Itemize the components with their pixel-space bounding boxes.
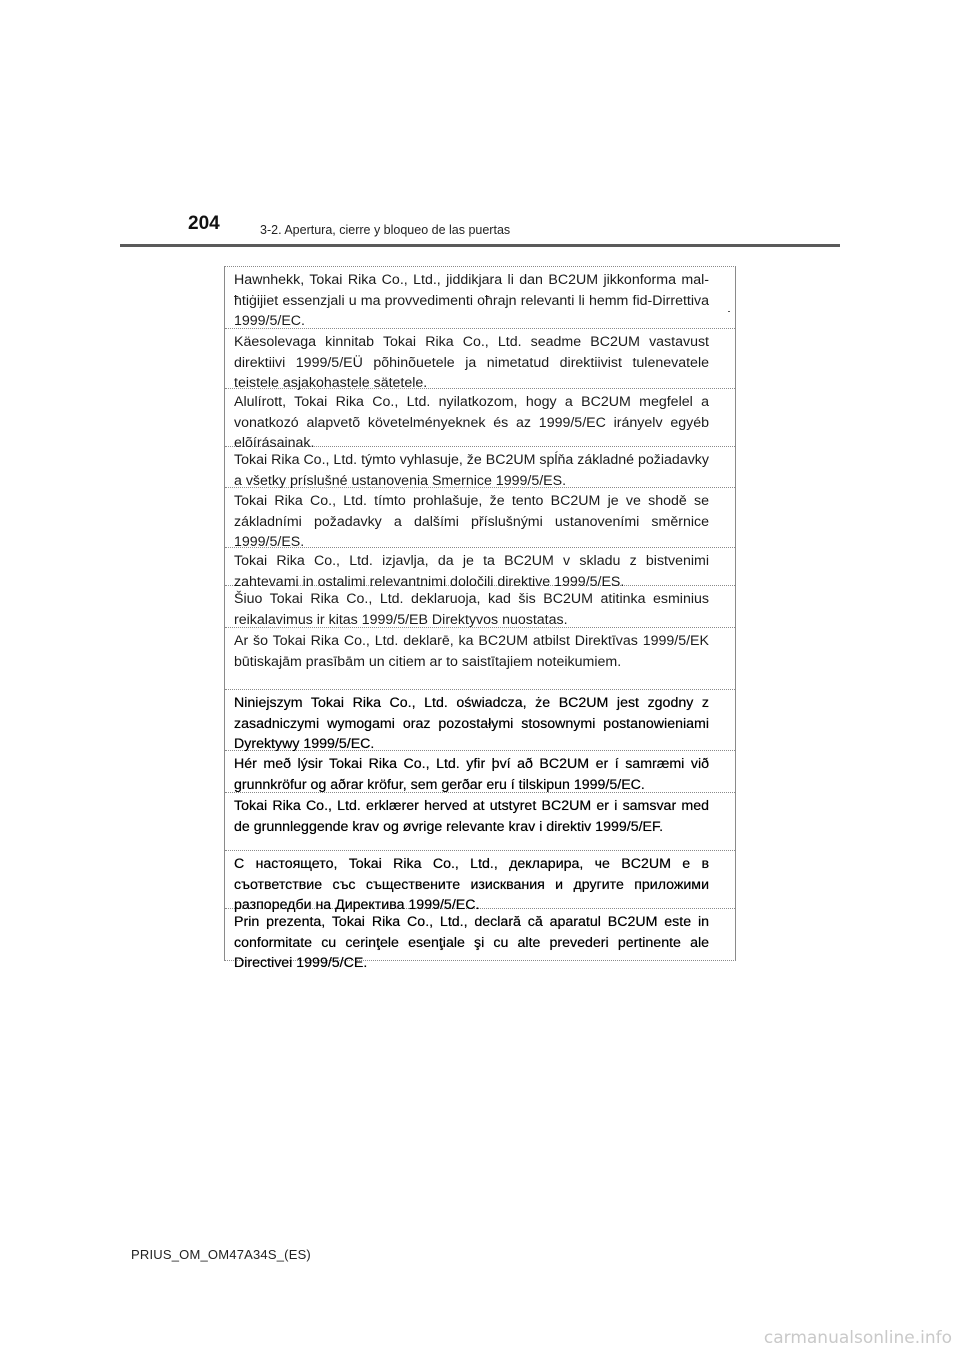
declaration-row-norwegian: Tokai Rika Co., Ltd. erklærer herved at utstyret BC2UM er i samsvar med de grunnleggende krav og øvrige relevante krav i direktiv 1999/5/EF. (225, 793, 735, 851)
declaration-row-latvian: Ar šo Tokai Rika Co., Ltd. deklarē, ka BC2UM atbilst Direktīvas 1999/5/EK būtiskajām prasībām un citiem ar to saistītajiem noteikumiem. (225, 628, 735, 690)
table-corner-mark (728, 311, 730, 312)
section-title: 3-2. Apertura, cierre y bloqueo de las puertas (260, 223, 511, 237)
declaration-row-estonian: Käesolevaga kinnitab Tokai Rika Co., Ltd. seadme BC2UM vastavust direktiivi 1999/5/EÜ põhinõuetele ja nimetatud direktiivist tulenevatele teistele asjakohastele sätetele. (225, 329, 735, 389)
watermark: carmanualsonline.info (763, 1328, 952, 1348)
declaration-row-lithuanian: Šiuo Tokai Rika Co., Ltd. deklaruoja, kad šis BC2UM atitinka esminius reikalavimus ir kitas 1999/5/EB Direktyvos nuostatas. (225, 586, 735, 628)
declaration-row-maltese: Hawnhekk, Tokai Rika Co., Ltd., jiddikjara li dan BC2UM jikkonforma mal-ħtiġijiet essenzjali u ma provvedimenti oħrajn relevanti li hemm fid-Dirrettiva 1999/5/EC. (225, 267, 735, 329)
declarations-table (224, 266, 736, 971)
declaration-row-icelandic: Hér með lýsir Tokai Rika Co., Ltd. yfir því að BC2UM er í samræmi við grunnkröfur og aðrar kröfur, sem gerðar eru í tilskipun 1999/5/EC. (225, 751, 735, 793)
header-divider (120, 244, 840, 247)
declaration-row-czech: Tokai Rika Co., Ltd. tímto prohlašuje, že tento BC2UM je ve shodě se základními požadavky a dalšími příslušnými ustanoveními směrnice 1999/5/ES. (225, 488, 735, 548)
declaration-row-slovenian: Tokai Rika Co., Ltd. izjavlja, da je ta BC2UM v skladu z bistvenimi zahtevami in ostalimi relevantnimi določili direktive 1999/5/ES. (225, 548, 735, 586)
declaration-row-polish: Niniejszym Tokai Rika Co., Ltd. oświadcza, że BC2UM jest zgodny z zasadniczymi wymogami oraz pozostałymi stosownymi postanowieniami Dyrektywy 1999/5/EC. (225, 690, 735, 751)
declaration-row-bulgarian: С настоящето, Tokai Rika Co., Ltd., декларира, че BC2UM е в съответствие със съществените изисквания и другите приложими разпоредби на Директива 1999/5/ЕС. (225, 851, 735, 909)
page-number: 204 (188, 213, 220, 234)
declaration-row-slovak: Tokai Rika Co., Ltd. týmto vyhlasuje, že BC2UM spĺňa základné požiadavky a všetky príslušné ustanovenia Smernice 1999/5/ES. (225, 447, 735, 488)
declaration-row-hungarian: Alulírott, Tokai Rika Co., Ltd. nyilatkozom, hogy a BC2UM megfelel a vonatkozó alapvetõ követelményeknek és az 1999/5/EC irányelv egyéb elõírásainak. (225, 389, 735, 447)
declaration-row-romanian: Prin prezenta, Tokai Rika Co., Ltd., declară că aparatul BC2UM este in conformitate cu cerinţele esenţiale şi cu alte prevederi pertinente ale Directivei 1999/5/CE. (234, 914, 709, 971)
document-code: PRIUS_OM_OM47A34S_(ES) (131, 1247, 311, 1262)
